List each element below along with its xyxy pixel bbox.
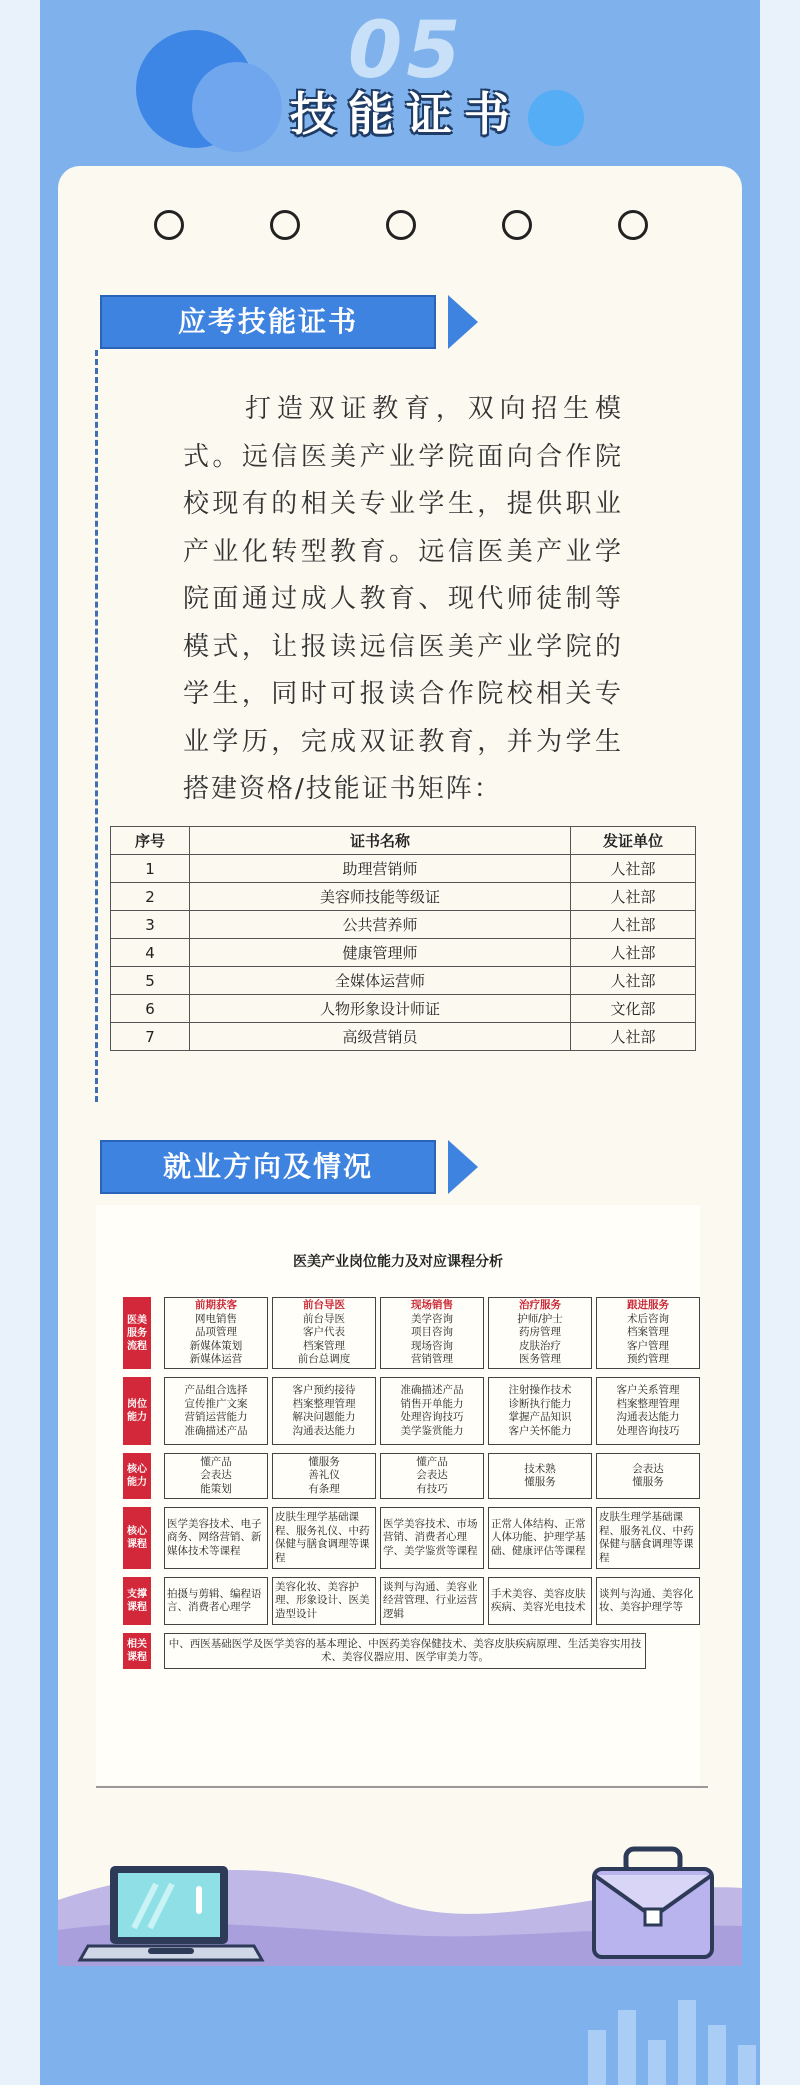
table-cell: 1 — [111, 855, 190, 883]
binder-ring — [618, 210, 648, 240]
cell-content — [517, 1299, 563, 1367]
analysis-cell — [164, 1507, 268, 1569]
analysis-cell — [488, 1507, 592, 1569]
certificate-table — [110, 826, 696, 1051]
section-heading-employment — [100, 1140, 480, 1194]
analysis-cell — [380, 1453, 484, 1499]
cell-body: 技术熟 懂服务 — [524, 1462, 556, 1488]
analysis-cell — [596, 1377, 700, 1445]
table-cell: 美容师技能等级证 — [190, 883, 571, 911]
row-tag: 支撑课程 — [123, 1577, 151, 1625]
table-cell: 人社部 — [571, 855, 696, 883]
table-cell: 7 — [111, 1023, 190, 1051]
cell-body: 手术美容、美容皮肤疾病、美容光电技术 — [491, 1587, 586, 1613]
cell-body: 正常人体结构、正常人体功能、护理学基础、健康评估等课程 — [491, 1517, 586, 1557]
cell-body: 皮肤生理学基础课程、服务礼仪、中药保健与膳食调理等课程 — [275, 1511, 370, 1564]
analysis-cell — [272, 1453, 376, 1499]
heading-label: 应考技能证书 — [177, 305, 358, 338]
binder-ring — [386, 210, 416, 240]
cell-body: 产品组合选择 宣传推广文案 营销运营能力 准确描述产品 — [184, 1384, 248, 1437]
table-cell: 高级营销员 — [190, 1023, 571, 1051]
table-row — [111, 967, 696, 995]
table-cell: 人社部 — [571, 1023, 696, 1051]
cell-body: 谈判与沟通、美容化妆、美容护理学等 — [599, 1587, 694, 1613]
cell-content — [293, 1384, 356, 1438]
cell-content — [509, 1384, 572, 1438]
analysis-cell — [272, 1377, 376, 1445]
table-row — [111, 911, 696, 939]
cell-body: 会表达 懂服务 — [632, 1462, 664, 1488]
binder-ring — [502, 210, 532, 240]
analysis-title: 医美产业岗位能力及对应课程分析 — [293, 1254, 503, 1270]
cell-body: 拍摄与剪辑、编程语言、消费者心理学 — [167, 1587, 262, 1613]
cell-body: 医学美容技术、电子商务、网络营销、新媒体技术等课程 — [167, 1517, 262, 1557]
cell-body: 网电销售 品项管理 新媒体策划 新媒体运营 — [189, 1312, 243, 1366]
cell-body: 客户关系管理 档案整理管理 沟通表达能力 处理咨询技巧 — [616, 1384, 680, 1437]
table-cell: 人物形象设计师证 — [190, 995, 571, 1023]
analysis-cell — [164, 1453, 268, 1499]
analysis-cell — [164, 1297, 268, 1369]
analysis-cell — [488, 1577, 592, 1625]
cell-body: 皮肤生理学基础课程、服务礼仪、中药保健与膳食调理等课程 — [599, 1511, 694, 1564]
analysis-cell-wide — [164, 1633, 646, 1669]
analysis-cell — [272, 1297, 376, 1369]
row-tag: 核心能力 — [123, 1453, 151, 1499]
cell-content — [167, 1588, 265, 1615]
job-analysis-chart — [96, 1205, 700, 1785]
table-cell: 健康管理师 — [190, 939, 571, 967]
page-title: 技能证书 — [290, 87, 522, 141]
cell-heading: 前台导医 — [303, 1299, 345, 1312]
cell-content — [524, 1463, 556, 1490]
cell-content — [599, 1511, 697, 1565]
cell-body: 术后咨询 档案管理 客户管理 预约管理 — [627, 1312, 669, 1366]
cell-heading: 现场销售 — [411, 1299, 453, 1312]
cell-content — [411, 1299, 453, 1367]
cell-content — [627, 1299, 669, 1367]
cell-content — [617, 1384, 680, 1438]
table-cell: 人社部 — [571, 939, 696, 967]
table-cell: 6 — [111, 995, 190, 1023]
table-header-row — [111, 827, 696, 855]
cell-content — [383, 1581, 481, 1622]
cell-body: 客户预约接待 档案整理管理 解决问题能力 沟通表达能力 — [292, 1384, 356, 1437]
cell-text: 中、西医基础医学及医学美容的基本理论、中医药美容保健技术、美容皮肤疾病原理、生活美容实用技术、美容仪器应用、医学审美力等。 — [168, 1637, 642, 1663]
analysis-cell — [596, 1453, 700, 1499]
analysis-cell — [164, 1577, 268, 1625]
cell-body: 前台导医 客户代表 档案管理 前台总调度 — [297, 1312, 351, 1366]
table-cell: 人社部 — [571, 911, 696, 939]
cell-body: 美容化妆、美容护理、形象设计、医美造型设计 — [275, 1580, 370, 1620]
cell-content — [401, 1384, 464, 1438]
cell-content — [200, 1456, 232, 1497]
analysis-cell — [596, 1577, 700, 1625]
row-tag: 医美服务流程 — [123, 1297, 151, 1369]
table-row — [111, 883, 696, 911]
cell-heading: 前期获客 — [195, 1299, 237, 1312]
row-tag: 相关课程 — [123, 1633, 151, 1669]
laptop-icon — [76, 1862, 266, 1966]
analysis-cell — [488, 1377, 592, 1445]
table-row — [111, 995, 696, 1023]
analysis-cell — [488, 1453, 592, 1499]
table-cell: 文化部 — [571, 995, 696, 1023]
binder-ring — [270, 210, 300, 240]
cell-heading: 跟进服务 — [627, 1299, 669, 1312]
table-cell: 公共营养师 — [190, 911, 571, 939]
analysis-cell — [596, 1507, 700, 1569]
section-heading-certificates — [100, 295, 480, 349]
table-cell: 全媒体运营师 — [190, 967, 571, 995]
table-row — [111, 939, 696, 967]
heading-arrow-icon — [448, 1140, 478, 1194]
analysis-cell — [380, 1507, 484, 1569]
cell-body: 懂产品 会表达 能策划 — [200, 1455, 232, 1495]
section-number: 05 — [348, 6, 465, 96]
table-cell: 助理营销师 — [190, 855, 571, 883]
table-cell: 2 — [111, 883, 190, 911]
column-header: 序号 — [111, 827, 190, 855]
analysis-cell — [272, 1507, 376, 1569]
cell-body: 准确描述产品 销售开单能力 处理咨询技巧 美学鉴赏能力 — [400, 1384, 464, 1437]
table-cell: 人社部 — [571, 967, 696, 995]
cell-content — [308, 1456, 340, 1497]
cell-body: 谈判与沟通、美容业经营管理、行业运营逻辑 — [383, 1580, 478, 1620]
cell-content — [167, 1518, 265, 1559]
cell-body: 护师/护士 药房管理 皮肤治疗 医务管理 — [517, 1312, 563, 1366]
cell-content — [185, 1384, 248, 1438]
analysis-cell — [596, 1297, 700, 1369]
cell-body: 懂服务 善礼仪 有条理 — [308, 1455, 340, 1495]
cell-content — [190, 1299, 243, 1367]
analysis-cell — [272, 1577, 376, 1625]
cell-body: 懂产品 会表达 有技巧 — [416, 1455, 448, 1495]
binder-ring — [154, 210, 184, 240]
analysis-cell — [380, 1297, 484, 1369]
cell-content — [416, 1456, 448, 1497]
heading-label: 就业方向及情况 — [162, 1150, 373, 1183]
cell-content — [491, 1518, 589, 1559]
decor-circle-medium — [192, 62, 282, 152]
cell-content — [383, 1518, 481, 1559]
cell-content — [298, 1299, 351, 1367]
table-cell: 4 — [111, 939, 190, 967]
footer-divider — [96, 1786, 708, 1788]
heading-arrow-icon — [448, 295, 478, 349]
cell-content — [275, 1581, 373, 1622]
cell-body: 注射操作技术 诊断执行能力 掌握产品知识 客户关怀能力 — [508, 1384, 572, 1437]
intro-paragraph: 打造双证教育，双向招生模式。远信医美产业学院面向合作院校现有的相关专业学生，提供职业产业化转型教育。远信医美产业学院面通过成人教育、现代师徒制等模式，让报读远信医美产业学院的学生，同时可报读合作院校相关专业学历，完成双证教育，并为学生搭建资格/技能证书矩阵： — [183, 394, 623, 804]
table-row — [111, 855, 696, 883]
cell-body: 医学美容技术、市场营销、消费者心理学、美学鉴赏等课程 — [383, 1517, 478, 1557]
analysis-cell — [380, 1577, 484, 1625]
table-cell: 3 — [111, 911, 190, 939]
table-cell: 人社部 — [571, 883, 696, 911]
table-row — [111, 1023, 696, 1051]
cell-content — [491, 1588, 589, 1615]
bar-chart-decoration — [588, 1990, 758, 2085]
row-tag: 岗位能力 — [123, 1377, 151, 1445]
dashed-divider — [95, 350, 98, 1102]
analysis-cell — [380, 1377, 484, 1445]
column-header: 发证单位 — [571, 827, 696, 855]
row-tag: 核心课程 — [123, 1507, 151, 1569]
analysis-cell — [488, 1297, 592, 1369]
analysis-cell — [164, 1377, 268, 1445]
cell-content — [599, 1588, 697, 1615]
cell-body: 美学咨询 项目咨询 现场咨询 营销管理 — [411, 1312, 453, 1366]
decor-circle-small — [528, 90, 584, 146]
cell-heading: 治疗服务 — [518, 1299, 561, 1312]
cell-content — [275, 1511, 373, 1565]
briefcase-icon — [588, 1845, 718, 1963]
column-header: 证书名称 — [190, 827, 571, 855]
cell-content — [632, 1463, 664, 1490]
table-cell: 5 — [111, 967, 190, 995]
